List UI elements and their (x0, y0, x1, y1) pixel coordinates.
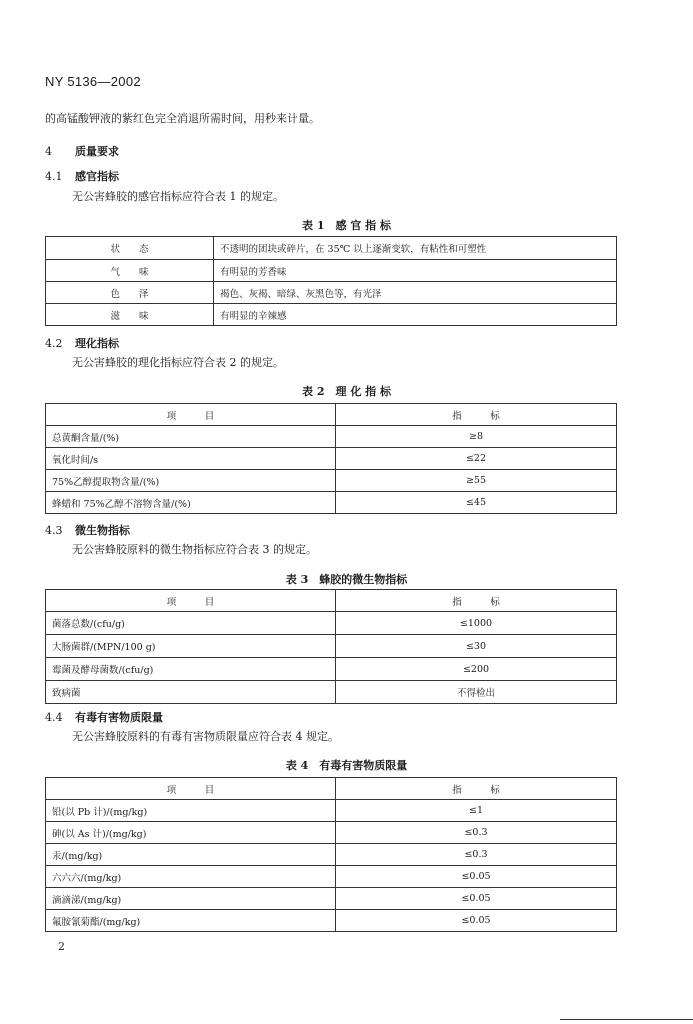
section-4-3-body: 无公害蜂胶原料的微生物指标应符合表 3 的规定。 (72, 543, 317, 556)
table-4-caption: 表 4 有毒有害物质限量 (285, 759, 408, 772)
table-row (46, 426, 617, 448)
section-number: 4.1 (45, 170, 63, 183)
table-row (46, 844, 617, 866)
table-row (46, 866, 617, 888)
table-cell: 色 泽 (46, 282, 214, 304)
section-4-2-body: 无公害蜂胶的理化指标应符合表 2 的规定。 (72, 356, 284, 369)
table-row (46, 800, 617, 822)
table-row (46, 658, 617, 681)
table-row (46, 237, 617, 260)
table-cell: ≤0.05 (336, 866, 617, 888)
table-cell: 铅(以 Pb 计)/(mg/kg) (46, 800, 336, 822)
table-cell: 有明显的辛辣感 (214, 304, 617, 326)
table-cell: 砷(以 As 计)/(mg/kg) (46, 822, 336, 844)
table-cell: ≤22 (336, 448, 617, 470)
table-cell: ≤0.05 (336, 910, 617, 932)
section-title: 理化指标 (75, 337, 119, 350)
column-header: 项 目 (46, 404, 336, 426)
section-number: 4.2 (45, 337, 63, 350)
section-4-3-heading (45, 522, 130, 538)
page-number: 2 (58, 940, 65, 953)
column-header: 指 标 (336, 590, 617, 612)
table-cell: 六六六/(mg/kg) (46, 866, 336, 888)
section-4-heading (45, 143, 119, 159)
table-3 (45, 589, 617, 704)
table-cell: 汞/(mg/kg) (46, 844, 336, 866)
table-cell: ≤1 (336, 800, 617, 822)
table-3-caption: 表 3 蜂胶的微生物指标 (285, 573, 408, 586)
column-header: 项 目 (46, 590, 336, 612)
table-cell: 气 味 (46, 260, 214, 282)
table-row (46, 304, 617, 326)
section-number: 4 (45, 145, 52, 158)
table-1-caption: 表 1 感 官 指 标 (302, 219, 391, 232)
section-4-4-body: 无公害蜂胶原料的有毒有害物质限量应符合表 4 规定。 (72, 730, 339, 743)
table-cell: 大肠菌群/(MPN/100 g) (46, 635, 336, 658)
column-header: 项 目 (46, 778, 336, 800)
table-row (46, 492, 617, 514)
table-cell: ≥55 (336, 470, 617, 492)
table-cell: 状 态 (46, 237, 214, 260)
table-cell: 有明显的芳香味 (214, 260, 617, 282)
standard-code-header: NY 5136—2002 (45, 74, 141, 89)
table-cell: 滋 味 (46, 304, 214, 326)
table-header-row (46, 778, 617, 800)
table-row (46, 448, 617, 470)
table-row (46, 822, 617, 844)
table-cell: 75%乙醇提取物含量/(%) (46, 470, 336, 492)
table-row (46, 612, 617, 635)
table-row (46, 470, 617, 492)
intro-line: 的高锰酸钾液的紫红色完全消退所需时间，用秒来计量。 (45, 112, 320, 125)
table-cell: 氧化时间/s (46, 448, 336, 470)
table-cell: 滴滴涕/(mg/kg) (46, 888, 336, 910)
table-cell: 总黄酮含量/(%) (46, 426, 336, 448)
section-title: 感官指标 (75, 170, 119, 183)
table-2 (45, 403, 617, 514)
column-header: 指 标 (336, 778, 617, 800)
section-number: 4.4 (45, 711, 63, 724)
table-cell: 氟胺氰菊酯/(mg/kg) (46, 910, 336, 932)
table-row (46, 260, 617, 282)
section-4-1-heading (45, 168, 119, 184)
bottom-edge-rule (560, 1019, 693, 1020)
table-1 (45, 236, 617, 326)
section-4-1-body: 无公害蜂胶的感官指标应符合表 1 的规定。 (72, 190, 284, 203)
section-title: 质量要求 (75, 145, 119, 158)
table-row (46, 282, 617, 304)
table-cell: 霉菌及酵母菌数/(cfu/g) (46, 658, 336, 681)
table-cell: ≤0.3 (336, 844, 617, 866)
column-header: 指 标 (336, 404, 617, 426)
table-cell: ≤0.3 (336, 822, 617, 844)
table-cell: 菌落总数/(cfu/g) (46, 612, 336, 635)
table-cell: ≤45 (336, 492, 617, 514)
table-header-row (46, 590, 617, 612)
table-header-row (46, 404, 617, 426)
table-cell: ≤30 (336, 635, 617, 658)
table-row (46, 910, 617, 932)
table-row (46, 888, 617, 910)
table-cell: 不透明的团块或碎片，在 35℃ 以上逐渐变软，有粘性和可塑性 (214, 237, 617, 260)
section-number: 4.3 (45, 524, 63, 537)
table-cell: ≥8 (336, 426, 617, 448)
section-title: 微生物指标 (75, 524, 130, 537)
table-row (46, 681, 617, 704)
table-cell: 致病菌 (46, 681, 336, 704)
table-cell: 褐色、灰褐、暗绿、灰黑色等，有光泽 (214, 282, 617, 304)
table-2-caption: 表 2 理 化 指 标 (302, 385, 391, 398)
table-cell: ≤200 (336, 658, 617, 681)
table-4 (45, 777, 617, 932)
section-title: 有毒有害物质限量 (75, 711, 163, 724)
section-4-4-heading (45, 709, 163, 725)
table-cell: ≤0.05 (336, 888, 617, 910)
section-4-2-heading (45, 335, 119, 351)
table-cell: ≤1000 (336, 612, 617, 635)
table-cell: 蜂蜡和 75%乙醇不溶物含量/(%) (46, 492, 336, 514)
table-row (46, 635, 617, 658)
table-cell: 不得检出 (336, 681, 617, 704)
